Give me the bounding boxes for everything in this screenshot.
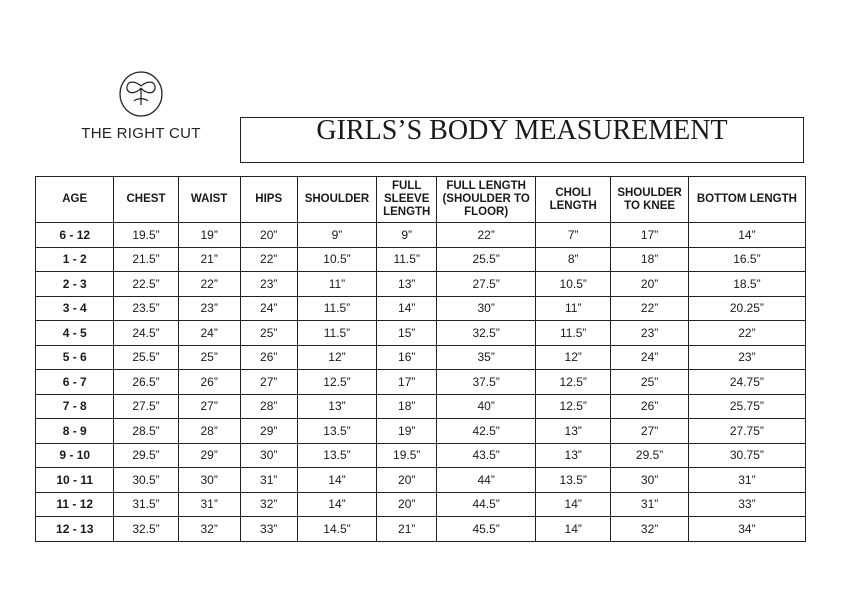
cell-choli-length: 8” bbox=[536, 247, 611, 272]
cell-choli-length: 10.5” bbox=[536, 272, 611, 297]
cell-waist: 24” bbox=[178, 321, 240, 346]
cell-full-sleeve-length: 20” bbox=[377, 468, 437, 493]
cell-shoulder: 11” bbox=[297, 272, 376, 297]
header-chest: CHEST bbox=[114, 177, 178, 223]
cell-full-sleeve-length: 11.5” bbox=[377, 247, 437, 272]
cell-choli-length: 14” bbox=[536, 492, 611, 517]
cell-shoulder-to-knee: 30” bbox=[611, 468, 688, 493]
cell-choli-length: 13.5” bbox=[536, 468, 611, 493]
cell-shoulder: 12” bbox=[297, 345, 376, 370]
brand-name: THE RIGHT CUT bbox=[81, 125, 201, 142]
title-box bbox=[240, 117, 804, 163]
cell-choli-length: 11” bbox=[536, 296, 611, 321]
cell-shoulder-to-knee: 29.5” bbox=[611, 443, 688, 468]
cell-waist: 32” bbox=[178, 517, 240, 542]
cell-chest: 22.5” bbox=[114, 272, 178, 297]
cell-full-length: 37.5” bbox=[437, 370, 536, 395]
cell-full-sleeve-length: 13” bbox=[377, 272, 437, 297]
cell-bottom-length: 18.5” bbox=[688, 272, 805, 297]
cell-choli-length: 7” bbox=[536, 223, 611, 248]
cell-bottom-length: 16.5” bbox=[688, 247, 805, 272]
cell-full-length: 44” bbox=[437, 468, 536, 493]
cell-full-length: 45.5” bbox=[437, 517, 536, 542]
header-age: AGE bbox=[36, 177, 114, 223]
cell-hips: 25” bbox=[240, 321, 297, 346]
cell-shoulder: 13.5” bbox=[297, 419, 376, 444]
cell-waist: 23” bbox=[178, 296, 240, 321]
cell-age: 7 - 8 bbox=[36, 394, 114, 419]
cell-hips: 31” bbox=[240, 468, 297, 493]
cell-bottom-length: 24.75” bbox=[688, 370, 805, 395]
cell-hips: 33” bbox=[240, 517, 297, 542]
cell-shoulder: 10.5” bbox=[297, 247, 376, 272]
cell-waist: 26” bbox=[178, 370, 240, 395]
table-row bbox=[36, 370, 806, 395]
cell-shoulder-to-knee: 23” bbox=[611, 321, 688, 346]
table-row bbox=[36, 223, 806, 248]
cell-choli-length: 13” bbox=[536, 419, 611, 444]
table-row bbox=[36, 321, 806, 346]
cell-full-sleeve-length: 17” bbox=[377, 370, 437, 395]
cell-bottom-length: 22” bbox=[688, 321, 805, 346]
cell-age: 2 - 3 bbox=[36, 272, 114, 297]
table-row bbox=[36, 468, 806, 493]
cell-full-length: 35” bbox=[437, 345, 536, 370]
cell-chest: 23.5” bbox=[114, 296, 178, 321]
header-bottom-length: BOTTOM LENGTH bbox=[688, 177, 805, 223]
table-row bbox=[36, 296, 806, 321]
cell-full-sleeve-length: 21” bbox=[377, 517, 437, 542]
table-row bbox=[36, 443, 806, 468]
measurement-table bbox=[35, 176, 806, 542]
cell-bottom-length: 34” bbox=[688, 517, 805, 542]
cell-shoulder: 11.5” bbox=[297, 321, 376, 346]
cell-hips: 32” bbox=[240, 492, 297, 517]
cell-chest: 24.5” bbox=[114, 321, 178, 346]
cell-full-length: 22” bbox=[437, 223, 536, 248]
cell-chest: 31.5” bbox=[114, 492, 178, 517]
cell-age: 6 - 7 bbox=[36, 370, 114, 395]
cell-waist: 22” bbox=[178, 272, 240, 297]
cell-choli-length: 12.5” bbox=[536, 370, 611, 395]
cell-shoulder-to-knee: 20” bbox=[611, 272, 688, 297]
cell-shoulder-to-knee: 24” bbox=[611, 345, 688, 370]
cell-full-sleeve-length: 20” bbox=[377, 492, 437, 517]
cell-waist: 30” bbox=[178, 468, 240, 493]
cell-age: 9 - 10 bbox=[36, 443, 114, 468]
header-waist: WAIST bbox=[178, 177, 240, 223]
cell-full-sleeve-length: 15” bbox=[377, 321, 437, 346]
table-row bbox=[36, 272, 806, 297]
cell-shoulder: 11.5” bbox=[297, 296, 376, 321]
cell-shoulder: 13” bbox=[297, 394, 376, 419]
cell-full-sleeve-length: 19.5” bbox=[377, 443, 437, 468]
cell-shoulder-to-knee: 25” bbox=[611, 370, 688, 395]
cell-hips: 22” bbox=[240, 247, 297, 272]
cell-waist: 28” bbox=[178, 419, 240, 444]
cell-waist: 31” bbox=[178, 492, 240, 517]
cell-age: 8 - 9 bbox=[36, 419, 114, 444]
cell-shoulder: 14” bbox=[297, 492, 376, 517]
cell-choli-length: 14” bbox=[536, 517, 611, 542]
cell-bottom-length: 14” bbox=[688, 223, 805, 248]
header-full-sleeve-length: FULL SLEEVE LENGTH bbox=[377, 177, 437, 223]
cell-waist: 19” bbox=[178, 223, 240, 248]
cell-choli-length: 12.5” bbox=[536, 394, 611, 419]
cell-shoulder: 14.5” bbox=[297, 517, 376, 542]
cell-chest: 21.5” bbox=[114, 247, 178, 272]
cell-hips: 26” bbox=[240, 345, 297, 370]
cell-hips: 28” bbox=[240, 394, 297, 419]
cell-chest: 29.5” bbox=[114, 443, 178, 468]
cell-bottom-length: 31” bbox=[688, 468, 805, 493]
cell-chest: 19.5” bbox=[114, 223, 178, 248]
cell-shoulder: 14” bbox=[297, 468, 376, 493]
cell-hips: 29” bbox=[240, 419, 297, 444]
cell-shoulder-to-knee: 31” bbox=[611, 492, 688, 517]
cell-shoulder-to-knee: 32” bbox=[611, 517, 688, 542]
cell-age: 11 - 12 bbox=[36, 492, 114, 517]
table-header-row bbox=[36, 177, 806, 223]
cell-full-sleeve-length: 16” bbox=[377, 345, 437, 370]
cell-shoulder-to-knee: 26” bbox=[611, 394, 688, 419]
header-choli-length: CHOLI LENGTH bbox=[536, 177, 611, 223]
cell-age: 5 - 6 bbox=[36, 345, 114, 370]
cell-full-sleeve-length: 18” bbox=[377, 394, 437, 419]
cell-hips: 27” bbox=[240, 370, 297, 395]
table-row bbox=[36, 247, 806, 272]
header-shoulder: SHOULDER bbox=[297, 177, 376, 223]
table-row bbox=[36, 345, 806, 370]
cell-full-length: 44.5” bbox=[437, 492, 536, 517]
cell-bottom-length: 33” bbox=[688, 492, 805, 517]
cell-choli-length: 13” bbox=[536, 443, 611, 468]
cell-choli-length: 11.5” bbox=[536, 321, 611, 346]
cell-choli-length: 12” bbox=[536, 345, 611, 370]
brand-logo bbox=[76, 68, 206, 148]
cell-chest: 26.5” bbox=[114, 370, 178, 395]
cell-full-length: 25.5” bbox=[437, 247, 536, 272]
cell-full-length: 40” bbox=[437, 394, 536, 419]
cell-shoulder-to-knee: 27” bbox=[611, 419, 688, 444]
cell-full-length: 30” bbox=[437, 296, 536, 321]
cell-hips: 23” bbox=[240, 272, 297, 297]
cell-waist: 21” bbox=[178, 247, 240, 272]
cell-waist: 25” bbox=[178, 345, 240, 370]
cell-age: 12 - 13 bbox=[36, 517, 114, 542]
cell-chest: 28.5” bbox=[114, 419, 178, 444]
cell-hips: 20” bbox=[240, 223, 297, 248]
cell-shoulder: 12.5” bbox=[297, 370, 376, 395]
cell-shoulder-to-knee: 18” bbox=[611, 247, 688, 272]
table-body bbox=[36, 223, 806, 542]
cell-waist: 29” bbox=[178, 443, 240, 468]
cell-full-length: 42.5” bbox=[437, 419, 536, 444]
header-hips: HIPS bbox=[240, 177, 297, 223]
cell-full-sleeve-length: 9” bbox=[377, 223, 437, 248]
cell-full-length: 27.5” bbox=[437, 272, 536, 297]
cell-age: 6 - 12 bbox=[36, 223, 114, 248]
cell-hips: 30” bbox=[240, 443, 297, 468]
cell-waist: 27” bbox=[178, 394, 240, 419]
cell-chest: 32.5” bbox=[114, 517, 178, 542]
header-full-length: FULL LENGTH (SHOULDER TO FLOOR) bbox=[437, 177, 536, 223]
cell-bottom-length: 30.75” bbox=[688, 443, 805, 468]
cell-chest: 30.5” bbox=[114, 468, 178, 493]
header-shoulder-to-knee: SHOULDER TO KNEE bbox=[611, 177, 688, 223]
cell-bottom-length: 23” bbox=[688, 345, 805, 370]
cell-bottom-length: 20.25” bbox=[688, 296, 805, 321]
cell-age: 3 - 4 bbox=[36, 296, 114, 321]
page-title: GIRLS’S BODY MEASUREMENT bbox=[316, 115, 728, 146]
cell-shoulder: 9” bbox=[297, 223, 376, 248]
cell-age: 10 - 11 bbox=[36, 468, 114, 493]
cell-hips: 24” bbox=[240, 296, 297, 321]
cell-full-sleeve-length: 14” bbox=[377, 296, 437, 321]
cell-shoulder-to-knee: 22” bbox=[611, 296, 688, 321]
cell-chest: 27.5” bbox=[114, 394, 178, 419]
leaf-sprout-icon bbox=[107, 68, 175, 120]
cell-age: 4 - 5 bbox=[36, 321, 114, 346]
cell-bottom-length: 25.75” bbox=[688, 394, 805, 419]
cell-chest: 25.5” bbox=[114, 345, 178, 370]
cell-shoulder: 13.5” bbox=[297, 443, 376, 468]
cell-bottom-length: 27.75” bbox=[688, 419, 805, 444]
cell-full-length: 43.5” bbox=[437, 443, 536, 468]
cell-age: 1 - 2 bbox=[36, 247, 114, 272]
table-row bbox=[36, 394, 806, 419]
cell-shoulder-to-knee: 17” bbox=[611, 223, 688, 248]
table-row bbox=[36, 517, 806, 542]
table-row bbox=[36, 419, 806, 444]
cell-full-sleeve-length: 19” bbox=[377, 419, 437, 444]
cell-full-length: 32.5” bbox=[437, 321, 536, 346]
table-row bbox=[36, 492, 806, 517]
